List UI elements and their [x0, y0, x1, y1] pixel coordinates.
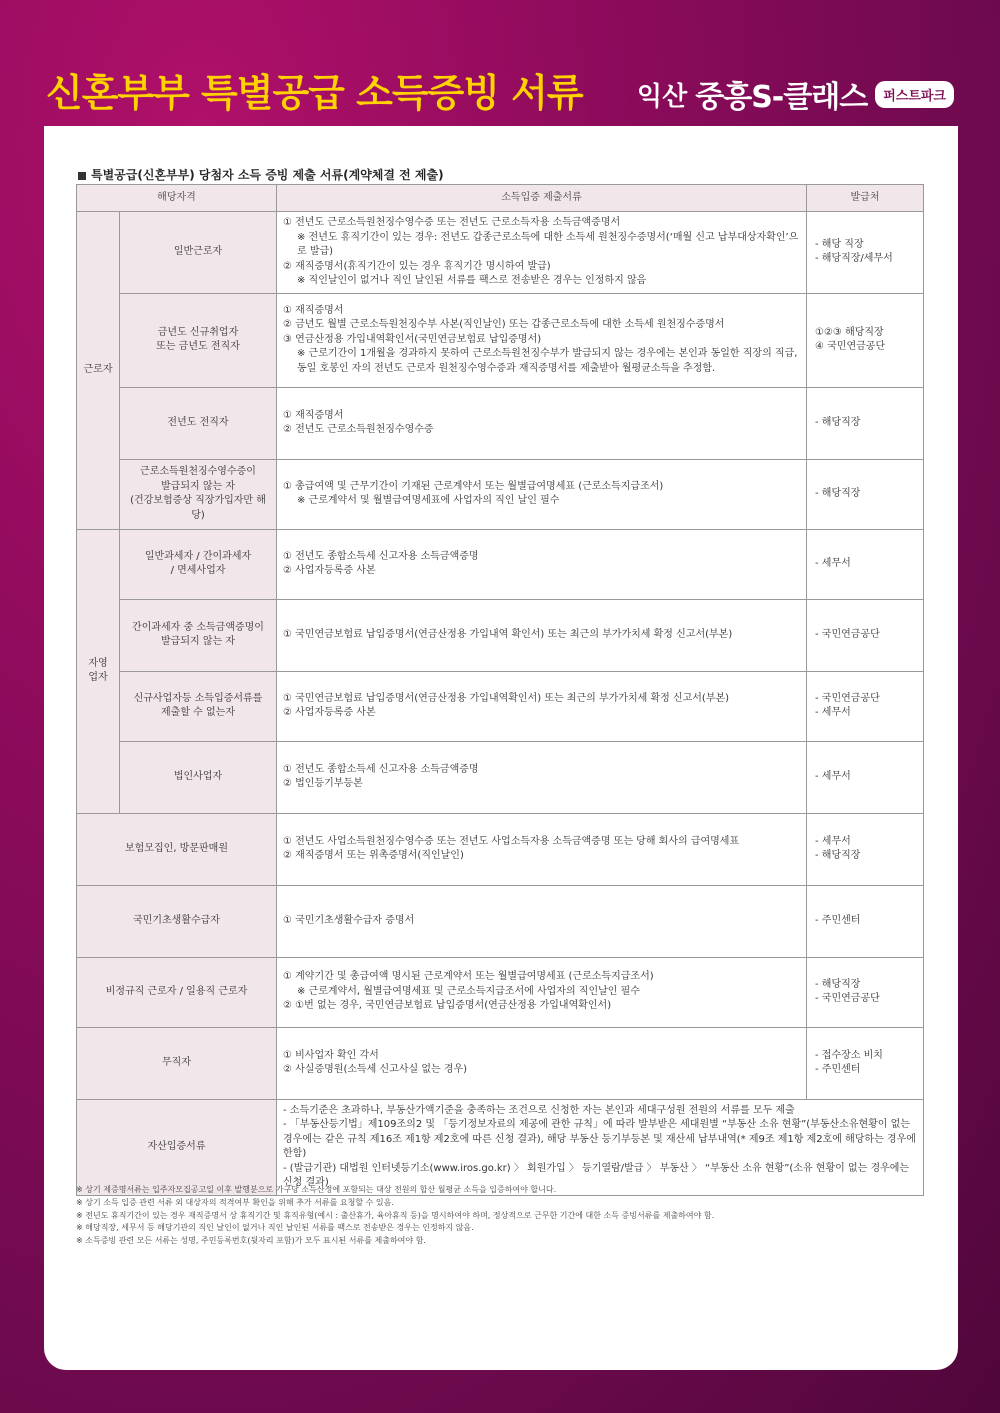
qualification-cell — [77, 957, 277, 1027]
document-line: ② ①번 없는 경우, 국민연금보험료 납입증명서(연금산정용 가입내역확인서) — [283, 1000, 612, 1012]
document-line: ※ 전년도 휴직기간이 있는 경우: 전년도 갑종근로소득에 대한 소득세 원천징수증명서(‘매월 신고 납부대상자확인’으로 발급) — [297, 231, 799, 257]
qualification-cell — [120, 212, 277, 294]
document-line: ① 계약기간 및 총급여액 명시된 근로계약서 또는 월별급여명세표 (근로소득지급조서) — [283, 971, 654, 983]
document-line: ② 재직증명서(휴직기간이 있는 경우 휴직기간 명시하여 발급) — [283, 260, 551, 272]
qualification-label: 근로자 — [83, 364, 113, 375]
header-issuer: 발급처 — [807, 185, 924, 212]
qualification-cell — [120, 599, 277, 671]
documents-cell — [277, 741, 807, 813]
table-row — [77, 741, 924, 813]
qualification-cell — [120, 293, 277, 387]
document-line: ※ 직인날인이 없거나 직인 날인된 서류를 팩스로 전송받은 경우는 인정하지 않음 — [297, 275, 647, 286]
qualification-label: 일반과세자 / 간이과세자 — [144, 550, 252, 562]
brand-badge: 퍼스트파크 — [875, 81, 954, 108]
brand-region: 익산 — [637, 81, 688, 112]
qualification-label: 자영 — [88, 657, 108, 669]
issuer-line: - 국민연금공단 — [815, 692, 880, 704]
table-row — [77, 293, 924, 387]
table-row — [77, 885, 924, 957]
documents-cell — [277, 459, 807, 529]
footnote-line: ※ 전년도 휴직기간이 있는 경우 재직증명서 상 휴직기간 및 휴직유형(예시 : 출산휴가, 육아휴직 등)을 명시하여야 하며, 정상적으로 근무한 기간에 대한 소득 증빙서류를 제출하여야 함. — [76, 1210, 715, 1220]
documents-cell — [277, 529, 807, 599]
section-title — [78, 166, 444, 183]
qualification-label: 발급되지 않는 자 — [161, 480, 235, 492]
qualification-label: 간이과세자 중 소득금액증명이 — [132, 621, 264, 633]
issuer-cell — [807, 387, 924, 459]
issuer-line: - 해당직장 — [815, 416, 861, 428]
qualification-cell — [120, 387, 277, 459]
documents-cell — [277, 957, 807, 1027]
header-documents: 소득입증 제출서류 — [277, 185, 807, 212]
table-row — [77, 599, 924, 671]
qualification-label: / 면세사업자 — [170, 565, 226, 576]
footnote-line: ※ 소득증빙 관련 모든 서류는 성명, 주민등록번호(뒷자리 포함)가 모두 표시된 서류를 제출하여야 함. — [76, 1236, 426, 1246]
documents-cell — [277, 293, 807, 387]
footnote-line: ※ 상기 제증명서류는 입주자모집공고일 이후 발행분으로 가구당 소득산정에 포함되는 대상 전원의 합산 월평균 소득을 입증하여야 합니다. — [76, 1185, 557, 1194]
issuer-cell — [807, 212, 924, 294]
issuer-cell — [807, 293, 924, 387]
qualification-label: 자산입증서류 — [147, 1140, 206, 1152]
qualification-label: 발급되지 않는 자 — [161, 636, 235, 647]
document-line: ③ 연금산정용 가입내역확인서(국민연금보험료 납입증명서) — [283, 333, 542, 345]
brand-name: 중흥S-클래스 — [695, 80, 868, 115]
document-line: ※ 근로기간이 1개월을 경과하지 못하여 근로소득원천징수부가 발급되지 않는 경우에는 본인과 동일한 직장의 직급, 동일 호봉인 자의 전년도 근로자 원천징수영수증과 재직증명서를 제출받아 월평균소득을 추정함. — [297, 348, 798, 374]
document-line: ① 총급여액 및 근무기간이 기재된 근로계약서 또는 월별급여명세표 (근로소득지급조서) — [283, 480, 664, 492]
issuer-cell — [807, 957, 924, 1027]
document-line: ② 법인등기부등본 — [283, 778, 363, 789]
issuer-line: - 세무서 — [815, 557, 851, 569]
table-row — [77, 459, 924, 529]
documents-cell — [277, 885, 807, 957]
document-line: ① 전년도 종합소득세 신고자용 소득금액증명 — [283, 763, 479, 775]
footnote-line: ※ 해당직장, 세무서 등 해당기관의 직인 날인이 없거나 직인 날인된 서류를 팩스로 전송받은 경우는 인정하지 않음. — [76, 1223, 474, 1233]
issuer-cell — [807, 813, 924, 885]
issuer-cell — [807, 741, 924, 813]
documents-cell — [277, 212, 807, 294]
issuer-cell — [807, 529, 924, 599]
header-qualification: 해당자격 — [77, 185, 277, 212]
document-line: ② 금년도 월별 근로소득원천징수부 사본(직인날인) 또는 갑종근로소득에 대한 소득세 원천징수증명서 — [283, 319, 725, 331]
document-line: ※ 근로계약서 및 월별급여명세표에 사업자의 직인 날인 필수 — [297, 495, 560, 506]
issuer-cell — [807, 459, 924, 529]
documents-cell — [277, 1099, 924, 1195]
documents-cell — [277, 1027, 807, 1099]
issuer-cell — [807, 1027, 924, 1099]
qualification-label: 보험모집인, 방문판매원 — [125, 842, 228, 854]
issuer-line: ①②③ 해당직장 — [815, 326, 884, 338]
documents-cell — [277, 813, 807, 885]
document-line: ② 사업자등록증 사본 — [283, 707, 376, 718]
table-row — [77, 1099, 924, 1195]
issuer-line: - 국민연금공단 — [815, 993, 880, 1004]
qualification-cell — [77, 813, 277, 885]
square-bullet-icon — [78, 172, 86, 180]
document-line: ① 전년도 근로소득원천징수영수증 또는 전년도 근로소득자용 소득금액증명서 — [283, 217, 621, 228]
qualification-label: 일반근로자 — [173, 246, 223, 257]
document-line: ② 사업자등록증 사본 — [283, 565, 376, 576]
issuer-line: - 주민센터 — [815, 914, 861, 926]
issuer-line: ④ 국민연금공단 — [815, 341, 886, 352]
footnotes — [76, 1184, 714, 1248]
qualification-cell — [120, 741, 277, 813]
documents-cell — [277, 387, 807, 459]
document-line: ② 전년도 근로소득원천징수영수증 — [283, 424, 434, 435]
issuer-line: - 해당직장 — [815, 850, 861, 861]
qualification-cell — [77, 1027, 277, 1099]
table-row — [77, 813, 924, 885]
qualification-label: 또는 금년도 전직자 — [156, 341, 240, 352]
issuer-cell — [807, 671, 924, 741]
qualification-cell — [77, 1099, 277, 1195]
issuer-cell — [807, 885, 924, 957]
document-line: - 소득기준은 초과하나, 부동산가액기준을 충족하는 조건으로 신청한 자는 본인과 세대구성원 전원의 서류를 모두 제출 — [283, 1104, 795, 1116]
document-line: ② 재직증명서 또는 위촉증명서(직인날인) — [283, 850, 464, 861]
page-title: 신혼부부 특별공급 소득증빙 서류 — [46, 71, 583, 115]
document-line: ① 국민기초생활수급자 증명서 — [283, 914, 415, 926]
qualification-label: 무직자 — [162, 1056, 191, 1068]
qualification-cell — [120, 671, 277, 741]
qualification-label: 근로소득원천징수영수증이 — [140, 466, 256, 477]
table-row — [77, 529, 924, 599]
qualification-label: 금년도 신규취업자 — [157, 326, 239, 338]
category-cell — [77, 529, 120, 813]
documents-cell — [277, 599, 807, 671]
issuer-line: - 주민센터 — [815, 1064, 861, 1075]
table-row — [77, 671, 924, 741]
document-line: ① 전년도 종합소득세 신고자용 소득금액증명 — [283, 550, 479, 562]
document-line: ① 재직증명서 — [283, 304, 344, 316]
income-proof-table — [76, 184, 924, 1196]
brand-logo — [637, 72, 954, 116]
qualification-label: (건강보험증상 직장가입자만 해당) — [130, 495, 266, 521]
document-line: - 「부동산등기법」제109조의2 및 「등기정보자료의 제공에 관한 규칙」에 따라 발부받은 세대원별 “부동산 소유 현황”(부동산소유현황이 없는 경우에는 같은 규칙 제16조 제1항 제2호에 따른 신청 결과), 해당 부동산 등기부등본 및 재산세 납부내역(* 제9조 제1항 제2호에 해당하는 경우에 한함) — [283, 1119, 916, 1159]
content-panel — [44, 126, 958, 1370]
document-line: ① 재직증명서 — [283, 409, 344, 421]
document-line: - (발급기관) 대법원 인터넷등기소(www.iros.go.kr) 〉 회원가입 〉 등기열람/발급 〉 부동산 〉 “부동산 소유 현황”(소유 현황이 없는 경우에는 신청 결과) — [283, 1162, 910, 1188]
qualification-cell — [120, 529, 277, 599]
issuer-line: - 세무서 — [815, 835, 851, 847]
document-line: ① 국민연금보험료 납입증명서(연금산정용 가입내역확인서) 또는 최근의 부가가치세 확정 신고서(부본) — [283, 692, 730, 704]
footnote-line: ※ 상기 소득 입증 관련 서류 외 대상자의 적격여부 확인을 위해 추가 서류를 요청할 수 있음. — [76, 1197, 394, 1207]
issuer-line: - 해당직장 — [815, 978, 861, 990]
qualification-label: 전년도 전직자 — [167, 416, 229, 428]
category-cell — [77, 212, 120, 530]
document-line: ① 비사업자 확인 각서 — [283, 1049, 379, 1061]
document-line: ① 국민연금보험료 납입증명서(연금산정용 가입내역 확인서) 또는 최근의 부가가치세 확정 신고서(부본) — [283, 628, 733, 640]
issuer-line: - 접수장소 비치 — [815, 1049, 883, 1061]
issuer-line: - 해당직장/세무서 — [815, 253, 893, 265]
table-row — [77, 212, 924, 294]
issuer-line: - 세무서 — [815, 707, 851, 718]
table-row — [77, 1027, 924, 1099]
issuer-line: - 해당 직장 — [815, 238, 864, 250]
issuer-line: - 세무서 — [815, 770, 851, 782]
qualification-label: 국민기초생활수급자 — [133, 914, 220, 926]
qualification-label: 제출할 수 없는자 — [161, 707, 235, 718]
issuer-line: - 국민연금공단 — [815, 628, 880, 640]
qualification-label: 법인사업자 — [173, 770, 223, 782]
document-line: ※ 근로계약서, 월별급여명세표 및 근로소득지급조서에 사업자의 직인날인 필수 — [297, 985, 640, 997]
documents-cell — [277, 671, 807, 741]
table-row — [77, 387, 924, 459]
qualification-label: 업자 — [88, 672, 108, 683]
qualification-cell — [77, 885, 277, 957]
qualification-label: 비정규직 근로자 / 일용직 근로자 — [105, 985, 248, 997]
table-row — [77, 957, 924, 1027]
document-line: ① 전년도 사업소득원천징수영수증 또는 전년도 사업소득자용 소득금액증명 또는 당해 회사의 급여명세표 — [283, 835, 740, 847]
qualification-label: 신규사업자등 소득입증서류를 — [133, 692, 263, 704]
qualification-cell — [120, 459, 277, 529]
issuer-cell — [807, 599, 924, 671]
document-line: ② 사실증명원(소득세 신고사실 없는 경우) — [283, 1064, 468, 1075]
issuer-line: - 해당직장 — [815, 487, 861, 499]
section-title-text: 특별공급(신혼부부) 당첨자 소득 증빙 제출 서류(계약체결 전 제출) — [91, 168, 444, 182]
